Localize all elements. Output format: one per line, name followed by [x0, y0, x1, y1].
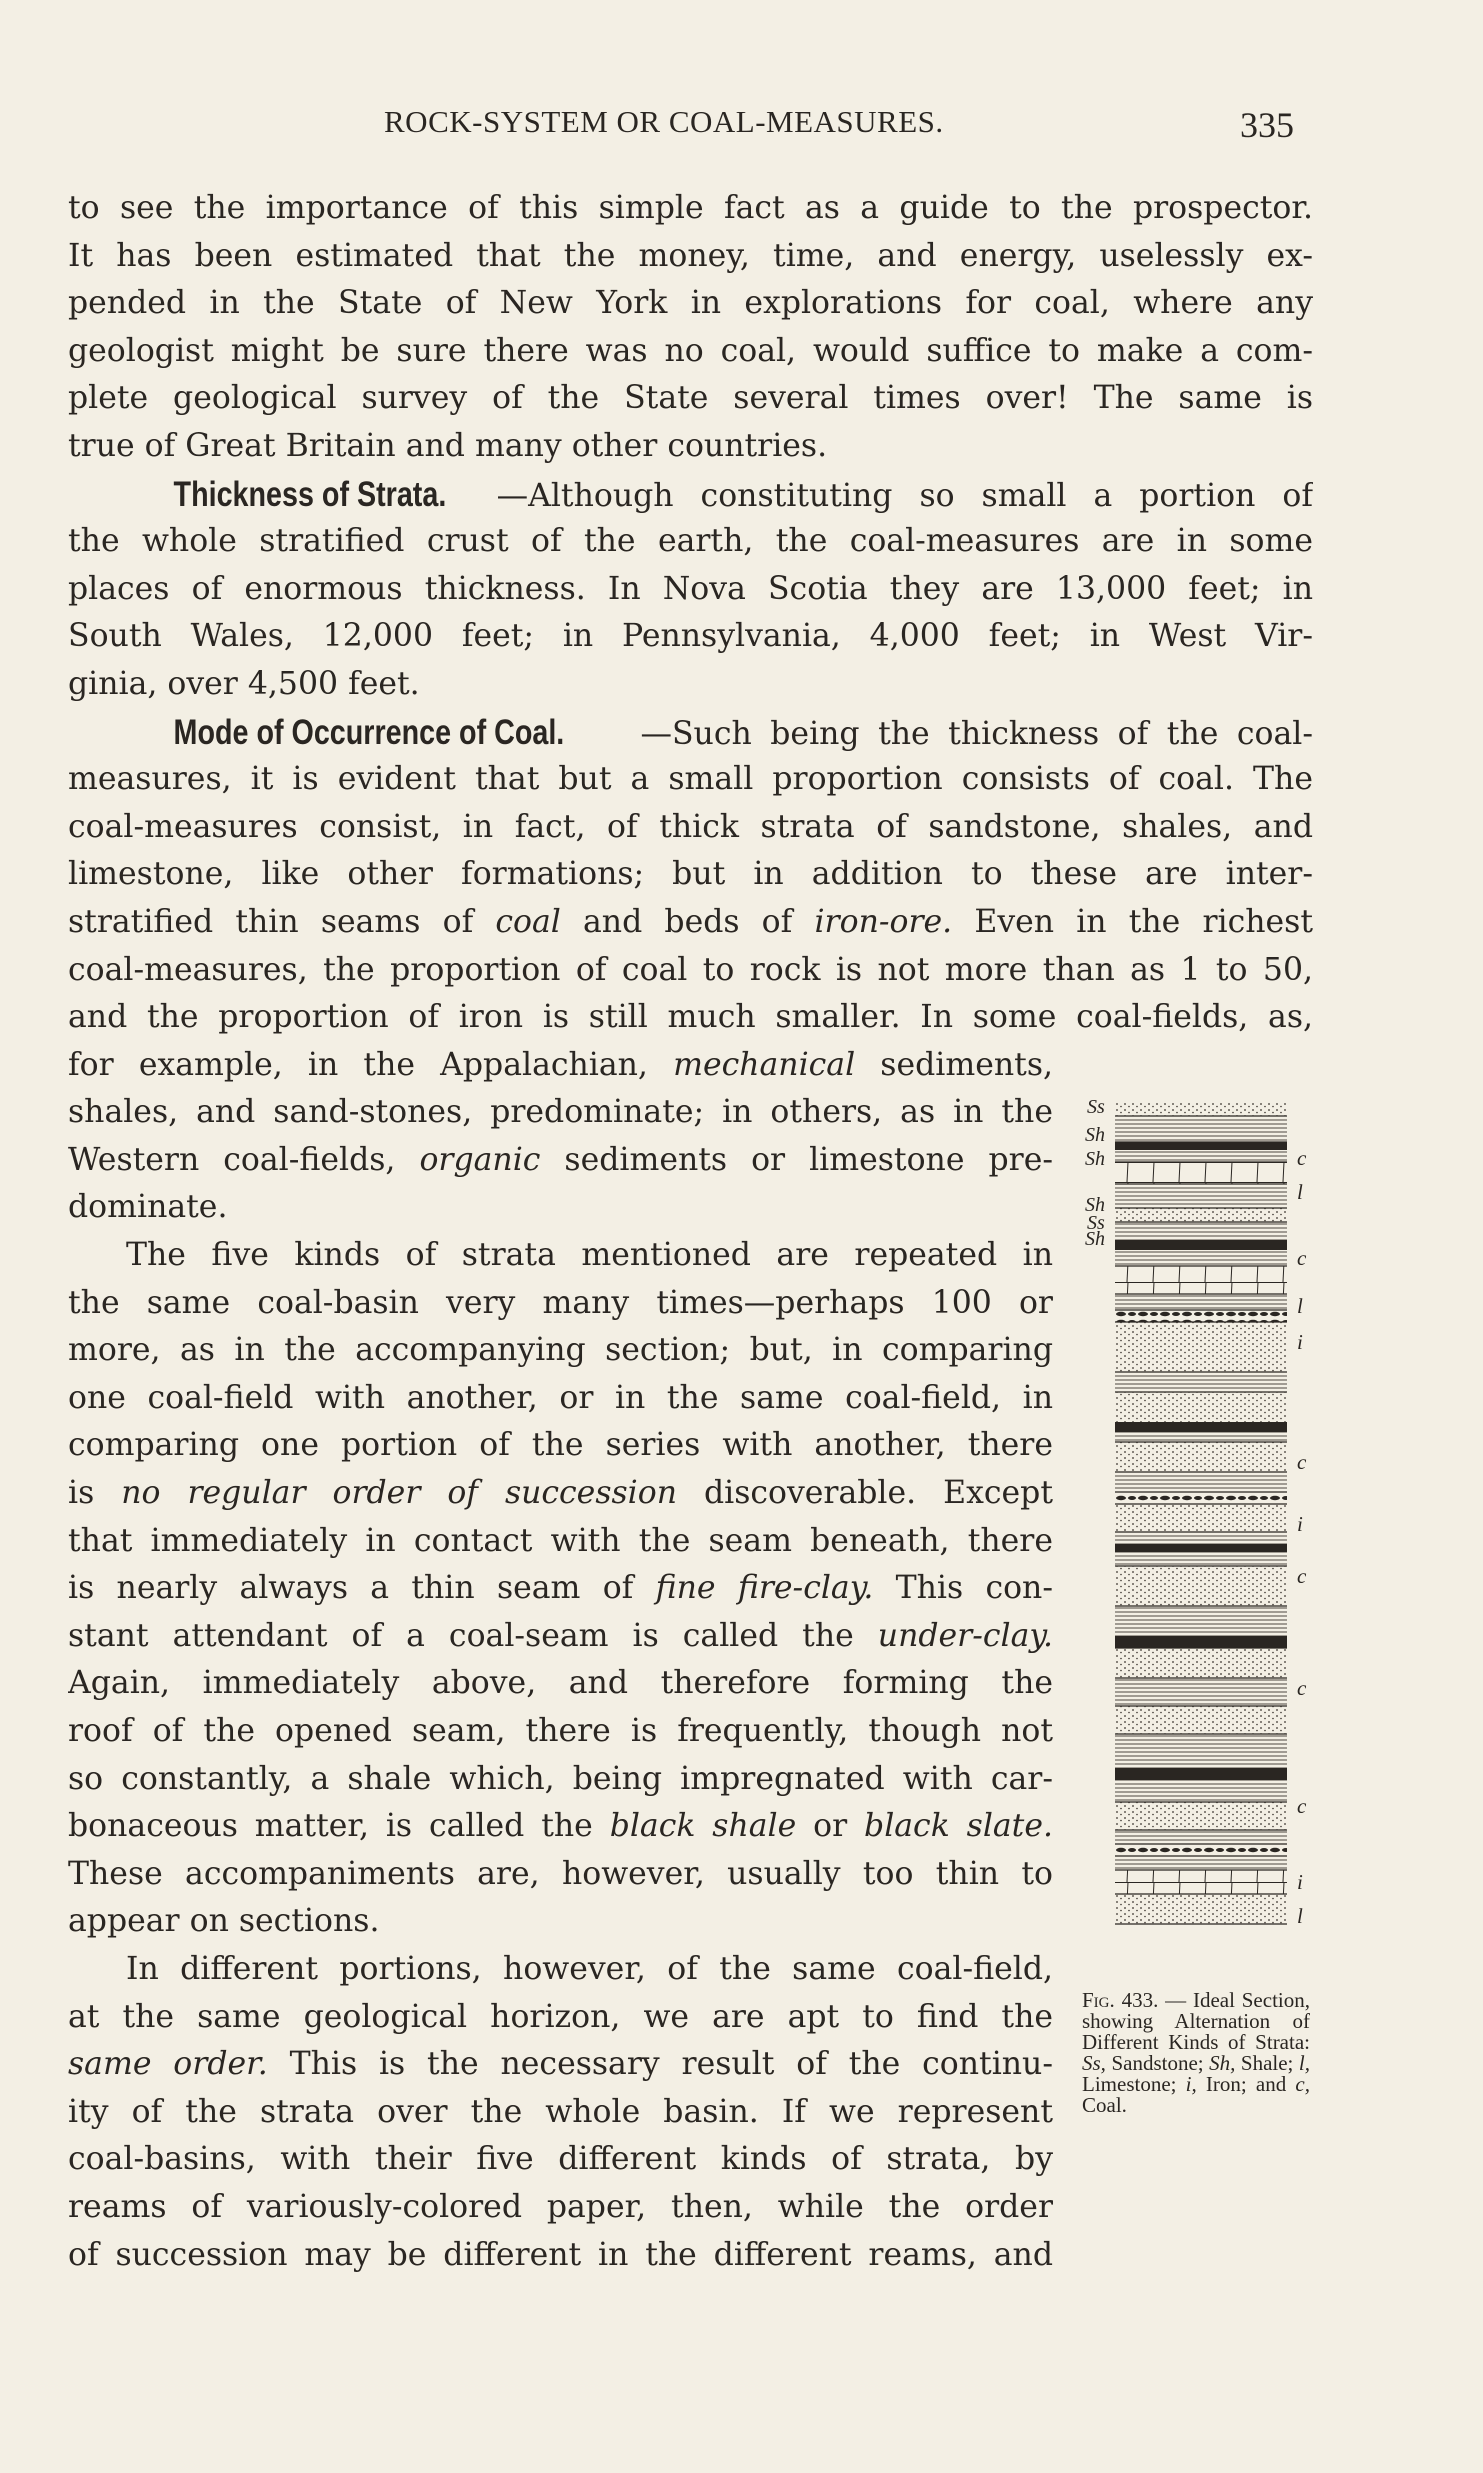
text-line: South Wales, 12,000 feet; in Pennsylvania, 4,000 feet; in West Vir- [68, 618, 1313, 655]
text-line: measures, it is evident that but a small proportion consists of coal. The [68, 761, 1313, 798]
strata-label-right: i [1297, 1870, 1303, 1894]
text-line: ity of the strata over the whole basin. If we represent [68, 2093, 1053, 2130]
text-line: places of enormous thickness. In Nova Scotia they are 13,000 feet; in [68, 570, 1313, 607]
text-line: stant attendant of a coal-seam is called the under-clay. [68, 1617, 1053, 1654]
text-line: limestone, like other formations; but in addition to these are inter- [68, 856, 1313, 893]
text-line: same order. This is the necessary result of the continu- [68, 2046, 1053, 2083]
strata-label-right: c [1297, 1246, 1307, 1270]
strata-label-right: c [1297, 1564, 1307, 1588]
page-number: 335 [1240, 105, 1294, 145]
running-title: ROCK-SYSTEM OR COAL-MEASURES. [384, 104, 944, 139]
text-line: comparing one portion of the series with another, there [68, 1427, 1053, 1464]
page-header [0, 104, 1483, 154]
text-line: the same coal-basin very many times—perhaps 100 or [68, 1284, 1053, 1321]
text-line: so constantly, a shale which, being impregnated with car- [68, 1760, 1053, 1797]
section-heading-thickness: Thickness of Strata. [173, 474, 447, 514]
text-line: and the proportion of iron is still much smaller. In some coal-fields, as, [68, 999, 1313, 1036]
strata-label-left: Sh [1085, 1124, 1105, 1146]
text-line: is nearly always a thin seam of fine fire-clay. This con- [68, 1570, 1053, 1607]
text-line: that immediately in contact with the seam beneath, there [68, 1522, 1053, 1559]
strata-label-right: c [1297, 1676, 1307, 1700]
text-line: the whole stratified crust of the earth, the coal-measures are in some [68, 523, 1313, 560]
text-line: roof of the opened seam, there is frequently, though not [68, 1713, 1053, 1749]
strata-label-right: i [1297, 1330, 1303, 1354]
strata-label-right: l [1297, 1180, 1303, 1204]
text-line: In different portions, however, of the same coal-field, [126, 1950, 1053, 1987]
text-line: for example, in the Appalachian, mechanical sediments, [68, 1046, 1053, 1083]
text-line: The five kinds of strata mentioned are repeated in [126, 1237, 1053, 1274]
text-line: shales, and sand-stones, predominate; in others, as in the [68, 1094, 1053, 1131]
strata-label-left: Sh [1085, 1228, 1105, 1250]
strata-column-diagram [1115, 1102, 1287, 1974]
text-line: coal-measures consist, in fact, of thick strata of sandstone, shales, and [68, 808, 1313, 845]
figure-caption: Fig. 433. — Ideal Section, showing Alternation of Different Kinds of Strata: Ss, Sandstone; Sh, Shale; l, Limestone; i, Iron; and c, Coal. [1082, 1988, 1311, 2117]
strata-label-left: Ss [1087, 1096, 1105, 1118]
text-line: true of Great Britain and many other countries. [68, 427, 828, 464]
text-line: reams of variously-colored paper, then, while the order [68, 2188, 1053, 2225]
strata-label-right: l [1297, 1294, 1303, 1318]
text-line: Western coal-fields, organic sediments or limestone pre- [68, 1141, 1053, 1178]
strata-label-left: Sh [1085, 1194, 1105, 1216]
text-line: Mode of Occurrence of Coal. —Such being the thickness of the coal- [68, 709, 1313, 757]
strata-label-right: c [1297, 1450, 1307, 1474]
text-line: more, as in the accompanying section; but, in comparing [68, 1332, 1053, 1369]
text-line: is no regular order of succession discoverable. Except [68, 1475, 1053, 1512]
text-line: plete geological survey of the State several times over! The same is [68, 380, 1313, 417]
text-line: coal-basins, with their five different kinds of strata, by [68, 2141, 1053, 2178]
section-heading-mode: Mode of Occurrence of Coal. [173, 712, 565, 752]
text-line: at the same geological horizon, we are apt to find the [68, 1998, 1053, 2035]
strata-label-right: c [1297, 1146, 1307, 1170]
strata-label-left: Sh [1085, 1148, 1105, 1170]
text-line: geologist might be sure there was no coal, would suffice to make a com- [68, 332, 1313, 369]
text-line: one coal-field with another, or in the same coal-field, in [68, 1379, 1053, 1416]
strata-label-left: Ss [1087, 1212, 1105, 1234]
strata-label-right: c [1297, 1794, 1307, 1818]
text-line: pended in the State of New York in explorations for coal, where any [68, 285, 1313, 322]
text-line: These accompaniments are, however, usually too thin to [68, 1855, 1053, 1892]
strata-layers [1115, 1102, 1287, 1974]
strata-label-right: l [1297, 1904, 1303, 1928]
text-line: stratified thin seams of coal and beds of iron-ore. Even in the richest [68, 903, 1313, 940]
text-line: appear on sections. [68, 1903, 380, 1940]
text-line: ginia, over 4,500 feet. [68, 665, 420, 702]
text-line: of succession may be different in the different reams, and [68, 2236, 1053, 2273]
text-line: to see the importance of this simple fact as a guide to the prospector. [68, 190, 1313, 226]
text-line: Again, immediately above, and therefore forming the [68, 1665, 1053, 1702]
text-line: Thickness of Strata. —Although constituting so small a portion of [68, 471, 1313, 519]
strata-section-figure [1075, 1094, 1325, 1984]
text-line: coal-measures, the proportion of coal to rock is not more than as 1 to 50, [68, 951, 1313, 988]
text-line: It has been estimated that the money, time, and energy, uselessly ex- [68, 237, 1313, 274]
text-line: dominate. [68, 1189, 228, 1226]
strata-label-right: i [1297, 1512, 1303, 1536]
text-line: bonaceous matter, is called the black shale or black slate. [68, 1808, 1053, 1845]
